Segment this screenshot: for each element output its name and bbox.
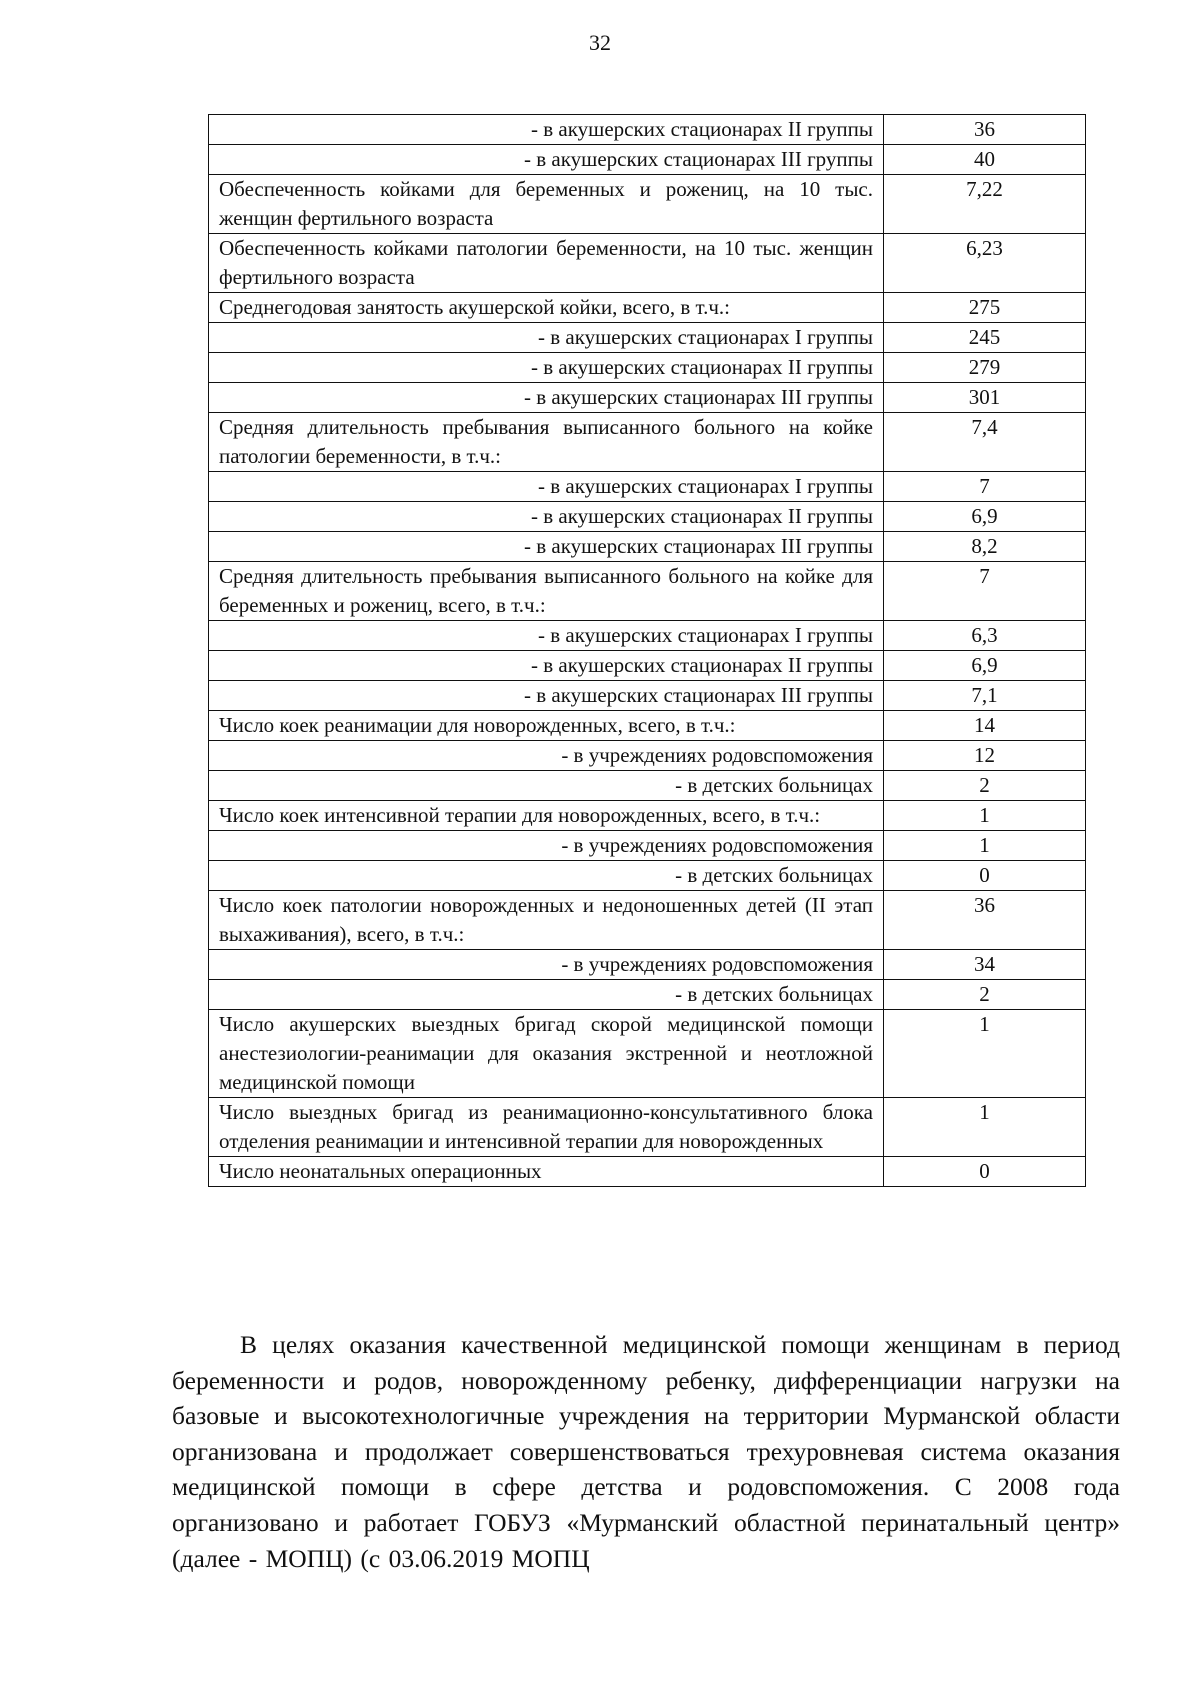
table-row xyxy=(209,891,1086,950)
table-row xyxy=(209,681,1086,711)
row-sublabel: - в акушерских стационарах I группы xyxy=(209,621,884,651)
table-row xyxy=(209,383,1086,413)
table-row xyxy=(209,950,1086,980)
row-sublabel: - в учреждениях родовспоможения xyxy=(209,741,884,771)
row-value: 6,23 xyxy=(884,234,1086,293)
table-row xyxy=(209,651,1086,681)
row-value: 0 xyxy=(884,1157,1086,1187)
table-row xyxy=(209,980,1086,1010)
row-value: 6,3 xyxy=(884,621,1086,651)
row-value: 1 xyxy=(884,1010,1086,1098)
row-label: Число коек реанимации для новорожденных, всего, в т.ч.: xyxy=(209,711,884,741)
table-row xyxy=(209,413,1086,472)
row-sublabel: - в акушерских стационарах II группы xyxy=(209,651,884,681)
row-value: 245 xyxy=(884,323,1086,353)
row-sublabel: - в акушерских стационарах II группы xyxy=(209,353,884,383)
row-sublabel: - в учреждениях родовспоможения xyxy=(209,950,884,980)
row-value: 1 xyxy=(884,831,1086,861)
table-row xyxy=(209,621,1086,651)
table-row xyxy=(209,532,1086,562)
row-value: 36 xyxy=(884,891,1086,950)
row-sublabel: - в акушерских стационарах I группы xyxy=(209,323,884,353)
page-number: 32 xyxy=(589,30,611,55)
table-row xyxy=(209,323,1086,353)
row-sublabel: - в акушерских стационарах I группы xyxy=(209,472,884,502)
row-label: Число коек патологии новорожденных и недоношенных детей (II этап выхаживания), всего, в т.ч.: xyxy=(209,891,884,950)
table-row xyxy=(209,861,1086,891)
row-sublabel: - в акушерских стационарах III группы xyxy=(209,681,884,711)
table-row xyxy=(209,353,1086,383)
row-value: 275 xyxy=(884,293,1086,323)
row-label: Число акушерских выездных бригад скорой медицинской помощи анестезиологии-реанимации для оказания экстренной и неотложной медицинской помощи xyxy=(209,1010,884,1098)
table-row xyxy=(209,711,1086,741)
row-label: Средняя длительность пребывания выписанного больного на койке патологии беременности, в т.ч.: xyxy=(209,413,884,472)
table-row xyxy=(209,472,1086,502)
table-row xyxy=(209,801,1086,831)
row-sublabel: - в детских больницах xyxy=(209,861,884,891)
row-sublabel: - в акушерских стационарах III группы xyxy=(209,532,884,562)
table-row xyxy=(209,771,1086,801)
row-value: 279 xyxy=(884,353,1086,383)
table-row xyxy=(209,175,1086,234)
row-value: 6,9 xyxy=(884,651,1086,681)
table-row xyxy=(209,293,1086,323)
row-value: 301 xyxy=(884,383,1086,413)
body-paragraph: В целях оказания качественной медицинской помощи женщинам в период беременности и родов, новорожденному ребенку, дифференциации нагрузки на базовые и высокотехнологичные учреждения на территории Мурманской области организована и продолжает совершенствоваться трехуровневая система оказания медицинской помощи в сфере детства и родовспоможения. С 2008 года организовано и работает ГОБУЗ «Мурманский областной перинатальный центр» (далее - МОПЦ) (с 03.06.2019 МОПЦ xyxy=(172,1330,1120,1573)
row-value: 1 xyxy=(884,801,1086,831)
row-label: Средняя длительность пребывания выписанного больного на койке для беременных и рожениц, всего, в т.ч.: xyxy=(209,562,884,621)
row-label: Обеспеченность койками патологии беременности, на 10 тыс. женщин фертильного возраста xyxy=(209,234,884,293)
table-row xyxy=(209,1157,1086,1187)
row-sublabel: - в акушерских стационарах III группы xyxy=(209,145,884,175)
row-value: 40 xyxy=(884,145,1086,175)
table-row xyxy=(209,831,1086,861)
row-value: 1 xyxy=(884,1098,1086,1157)
row-sublabel: - в детских больницах xyxy=(209,771,884,801)
table-row xyxy=(209,115,1086,145)
row-value: 6,9 xyxy=(884,502,1086,532)
row-value: 7 xyxy=(884,472,1086,502)
row-value: 34 xyxy=(884,950,1086,980)
row-sublabel: - в акушерских стационарах II группы xyxy=(209,502,884,532)
row-value: 0 xyxy=(884,861,1086,891)
row-value: 2 xyxy=(884,980,1086,1010)
row-value: 36 xyxy=(884,115,1086,145)
statistics-table xyxy=(208,114,1086,1187)
row-sublabel: - в акушерских стационарах II группы xyxy=(209,115,884,145)
row-sublabel: - в учреждениях родовспоможения xyxy=(209,831,884,861)
statistics-table-body xyxy=(209,115,1086,1187)
table-row xyxy=(209,502,1086,532)
row-label: Число коек интенсивной терапии для новорожденных, всего, в т.ч.: xyxy=(209,801,884,831)
row-value: 12 xyxy=(884,741,1086,771)
row-value: 14 xyxy=(884,711,1086,741)
row-label: Число выездных бригад из реанимационно-консультативного блока отделения реанимации и интенсивной терапии для новорожденных xyxy=(209,1098,884,1157)
row-sublabel: - в детских больницах xyxy=(209,980,884,1010)
table-row xyxy=(209,1010,1086,1098)
row-sublabel: - в акушерских стационарах III группы xyxy=(209,383,884,413)
row-value: 7,1 xyxy=(884,681,1086,711)
table-row xyxy=(209,562,1086,621)
table-row xyxy=(209,234,1086,293)
table-row xyxy=(209,1098,1086,1157)
table-row xyxy=(209,741,1086,771)
row-label: Число неонатальных операционных xyxy=(209,1157,884,1187)
row-value: 7 xyxy=(884,562,1086,621)
row-value: 7,4 xyxy=(884,413,1086,472)
row-value: 7,22 xyxy=(884,175,1086,234)
row-label: Обеспеченность койками для беременных и рожениц, на 10 тыс. женщин фертильного возраста xyxy=(209,175,884,234)
row-value: 2 xyxy=(884,771,1086,801)
row-label: Среднегодовая занятость акушерской койки, всего, в т.ч.: xyxy=(209,293,884,323)
row-value: 8,2 xyxy=(884,532,1086,562)
table-row xyxy=(209,145,1086,175)
